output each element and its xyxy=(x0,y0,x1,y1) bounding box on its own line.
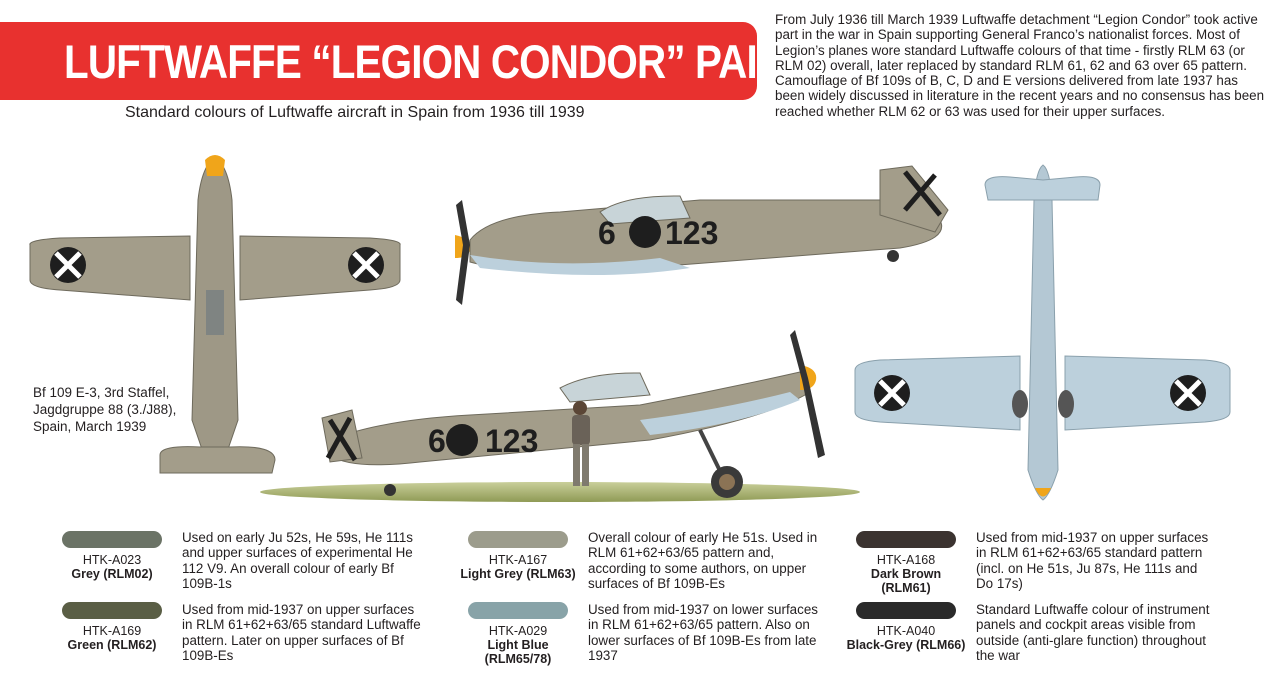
code-label: HTK-A167 xyxy=(488,553,548,567)
colour-description-a168: Used from mid-1937 on upper surfaces in RLM 61+62+63/65 standard pattern (incl. on He 51s, Ju 87s, He 111s and Do 17s) xyxy=(976,530,1209,592)
colour-description-a023: Used on early Ju 52s, He 59s, He 111s and upper surfaces of experimental He 112 V9. An overall colour of early Bf 109B-1s xyxy=(182,530,413,592)
swatch-green-rlm62 xyxy=(62,602,162,619)
colour-name: Green (RLM62) xyxy=(67,638,157,652)
page-subtitle: Standard colours of Luftwaffe aircraft in Spain from 1936 till 1939 xyxy=(125,104,585,121)
colour-name: Light Grey (RLM63) xyxy=(460,567,576,581)
colour-description-a029: Used from mid-1937 on lower surfaces in RLM 61+62+63/65 pattern. Also on lower surfaces of Bf 109B-Es from late 1937 xyxy=(588,602,818,664)
colour-name: Light Blue (RLM65/78) xyxy=(484,638,552,666)
fuselage-code-right: 123 xyxy=(665,215,719,251)
ground-fuselage-code-left: 6 xyxy=(428,423,446,459)
colour-description-a169: Used from mid-1937 on upper surfaces in RLM 61+62+63/65 standard Luftwaffe pattern. Later on upper surfaces of Bf 109B-Es xyxy=(182,602,421,664)
code-label: HTK-A040 xyxy=(876,624,936,638)
colour-code-a023 xyxy=(52,553,172,581)
aircraft-caption: Bf 109 E-3, 3rd Staffel, Jagdgruppe 88 (3./J88), Spain, March 1939 xyxy=(33,385,177,434)
aircraft-illustration xyxy=(0,140,1277,510)
intro-paragraph: From July 1936 till March 1939 Luftwaffe detachment “Legion Condor” took active part in the war in Spain supporting General Franco’s nationalist forces. Most of Legion’s planes wore standard Luftwaffe colours of that time - firstly RLM 63 (or RLM 02) overall, later replaced by standard RLM 61, 62 and 63 over 65 pattern. Camouflage of Bf 109s of B, C, D and E versions delivered from late 1937 has been widely discussed in literature in the recent years and no consensus has been reached whether RLM 62 or 63 was used for their upper surfaces. xyxy=(775,12,1265,119)
swatch-light-blue-rlm65 xyxy=(468,602,568,619)
fuselage-code-left: 6 xyxy=(598,215,616,251)
code-label: HTK-A029 xyxy=(488,624,548,638)
colour-name: Dark Brown (RLM61) xyxy=(870,567,942,595)
page-title: LUFTWAFFE “LEGION CONDOR” PAINT SET xyxy=(64,35,896,88)
colour-name: Grey (RLM02) xyxy=(71,567,153,581)
colour-description-a167: Overall colour of early He 51s. Used in RLM 61+62+63/65 pattern and, according to some authors, on upper surfaces of Bf 109B-Es xyxy=(588,530,818,592)
colour-code-a040 xyxy=(846,624,966,652)
swatch-dark-brown-rlm61 xyxy=(856,531,956,548)
ground-fuselage-code-right: 123 xyxy=(485,423,539,459)
code-label: HTK-A023 xyxy=(82,553,142,567)
colour-code-a168 xyxy=(846,553,966,595)
colour-code-a167 xyxy=(458,553,578,581)
swatch-black-grey-rlm66 xyxy=(856,602,956,619)
code-label: HTK-A169 xyxy=(82,624,142,638)
swatch-grey-rlm02 xyxy=(62,531,162,548)
swatch-light-grey-rlm63 xyxy=(468,531,568,548)
colour-description-a040: Standard Luftwaffe colour of instrument panels and cockpit areas visible from outside (anti-glare function) throughout the war xyxy=(976,602,1210,664)
colour-name: Black-Grey (RLM66) xyxy=(846,638,966,652)
colour-code-a169 xyxy=(52,624,172,652)
side-view-aircraft xyxy=(455,166,948,305)
ground-view-aircraft xyxy=(260,330,860,502)
code-label: HTK-A168 xyxy=(876,553,936,567)
colour-code-a029 xyxy=(458,624,578,666)
